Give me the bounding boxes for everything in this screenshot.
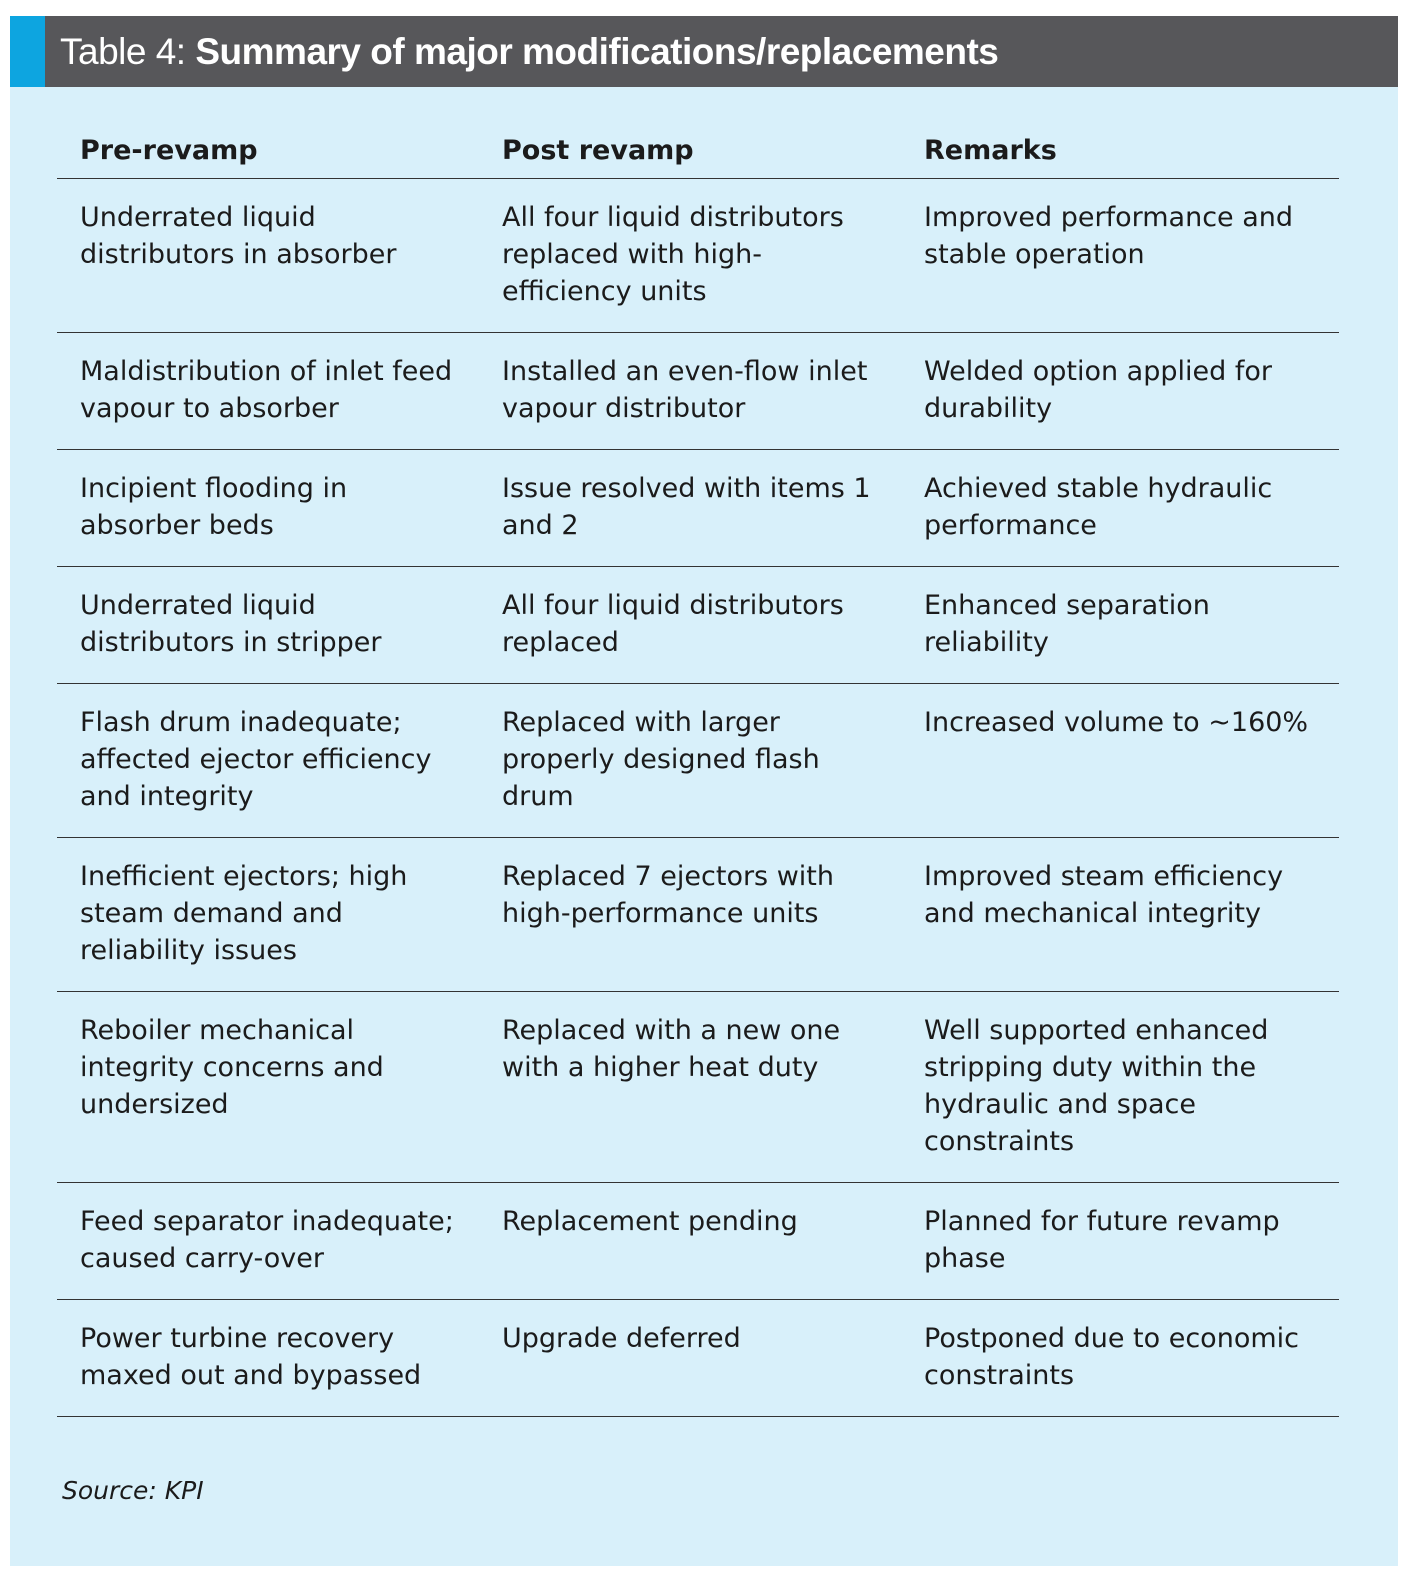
table-body [57, 179, 1339, 1417]
pre-revamp-cell: Power turbine recovery maxed out and bypassed [57, 1300, 479, 1417]
post-revamp-cell: Replaced with a new one with a higher heat duty [479, 992, 901, 1183]
table-number: Table 4: [60, 31, 196, 72]
table-title [60, 16, 998, 87]
modifications-table [57, 129, 1339, 1417]
pre-revamp-cell: Underrated liquid distributors in absorber [57, 179, 479, 333]
post-revamp-cell: All four liquid distributors replaced with high-efficiency units [479, 179, 901, 333]
pre-revamp-cell: Incipient flooding in absorber beds [57, 450, 479, 567]
post-revamp-cell: Upgrade deferred [479, 1300, 901, 1417]
source-note: Source: KPI [62, 1476, 204, 1505]
table-row [57, 179, 1339, 333]
column-header-remarks: Remarks [901, 129, 1339, 179]
header-row [57, 129, 1339, 179]
pre-revamp-cell: Feed separator inadequate; caused carry-over [57, 1183, 479, 1300]
post-revamp-cell: Replaced 7 ejectors with high-performance units [479, 838, 901, 992]
pre-revamp-cell: Underrated liquid distributors in stripper [57, 567, 479, 684]
remarks-cell: Improved steam efficiency and mechanical integrity [901, 838, 1339, 992]
table-row [57, 1300, 1339, 1417]
post-revamp-cell: Replaced with larger properly designed flash drum [479, 684, 901, 838]
pre-revamp-cell: Maldistribution of inlet feed vapour to absorber [57, 333, 479, 450]
pre-revamp-cell: Reboiler mechanical integrity concerns and undersized [57, 992, 479, 1183]
remarks-cell: Improved performance and stable operation [901, 179, 1339, 333]
table-row [57, 450, 1339, 567]
remarks-cell: Enhanced separation reliability [901, 567, 1339, 684]
column-header-post-revamp: Post revamp [479, 129, 901, 179]
pre-revamp-cell: Inefficient ejectors; high steam demand and reliability issues [57, 838, 479, 992]
remarks-cell: Planned for future revamp phase [901, 1183, 1339, 1300]
table-row [57, 992, 1339, 1183]
table-row [57, 567, 1339, 684]
remarks-cell: Increased volume to ~160% [901, 684, 1339, 838]
table-caption: Summary of major modifications/replacements [195, 31, 999, 72]
column-header-pre-revamp: Pre-revamp [57, 129, 479, 179]
table-panel [10, 16, 1398, 1566]
table-row [57, 1183, 1339, 1300]
post-revamp-cell: Installed an even-flow inlet vapour distributor [479, 333, 901, 450]
post-revamp-cell: Issue resolved with items 1 and 2 [479, 450, 901, 567]
remarks-cell: Achieved stable hydraulic performance [901, 450, 1339, 567]
pre-revamp-cell: Flash drum inadequate; affected ejector efficiency and integrity [57, 684, 479, 838]
title-bar [10, 16, 1398, 87]
table-row [57, 684, 1339, 838]
title-accent-bar [10, 16, 45, 87]
remarks-cell: Well supported enhanced stripping duty within the hydraulic and space constraints [901, 992, 1339, 1183]
remarks-cell: Postponed due to economic constraints [901, 1300, 1339, 1417]
table-row [57, 838, 1339, 992]
post-revamp-cell: All four liquid distributors replaced [479, 567, 901, 684]
remarks-cell: Welded option applied for durability [901, 333, 1339, 450]
post-revamp-cell: Replacement pending [479, 1183, 901, 1300]
table-row [57, 333, 1339, 450]
